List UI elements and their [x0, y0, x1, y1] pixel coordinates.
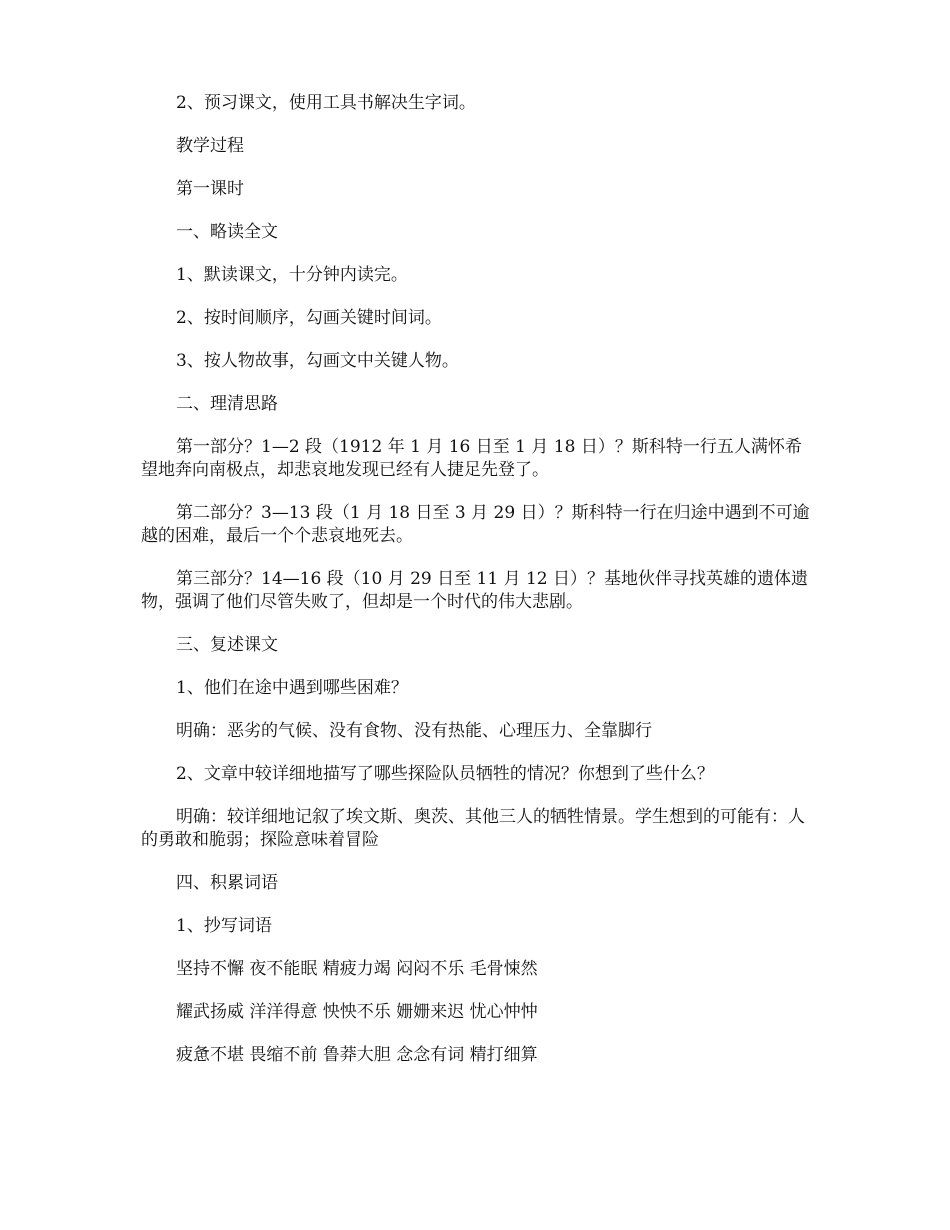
heading-first-lesson: 第一课时 — [176, 179, 244, 199]
vocabulary-line-3: 疲惫不堪 畏缩不前 鲁莽大胆 念念有词 精打细算 — [176, 1045, 538, 1065]
document-page — [141, 92, 811, 1087]
section-heading-skim: 一、略读全文 — [176, 222, 278, 242]
paragraph-part-one: 第一部分？1—2 段（1912 年 1 月 16 日至 1 月 18 日）？斯科特一行五人满怀希望地奔向南极点，却悲哀地发现已经有人捷足先登了。 — [141, 437, 802, 480]
vocabulary-line-1: 坚持不懈 夜不能眠 精疲力竭 闷闷不乐 毛骨悚然 — [176, 959, 538, 979]
vocabulary-line-2: 耀武扬威 洋洋得意 怏怏不乐 姗姗来迟 忧心忡忡 — [176, 1002, 538, 1022]
section-heading-retell: 三、复述课文 — [176, 635, 278, 655]
list-item-copy-words: 1、抄写词语 — [176, 916, 272, 936]
heading-teaching-process: 教学过程 — [176, 136, 244, 156]
paragraph-preview-textbook: 2、预习课文，使用工具书解决生字词。 — [176, 93, 476, 113]
answer-difficulties: 明确：恶劣的气候、没有食物、没有热能、心理压力、全靠脚行 — [176, 721, 652, 741]
list-item-silent-read: 1、默读课文，十分钟内读完。 — [176, 265, 408, 285]
list-item-characters: 3、按人物故事，勾画文中关键人物。 — [176, 351, 459, 371]
answer-sacrifices: 明确：较详细地记叙了埃文斯、奥茨、其他三人的牺牲情景。学生想到的可能有：人的勇敢和脆弱；探险意味着冒险 — [141, 807, 805, 850]
section-heading-outline: 二、理清思路 — [176, 394, 278, 414]
question-sacrifices: 2、文章中较详细地描写了哪些探险队员牺牲的情况？你想到了些什么？ — [176, 764, 714, 784]
paragraph-part-three: 第三部分？14—16 段（10 月 29 日至 11 月 12 日）？基地伙伴寻找英雄的遗体遗物，强调了他们尽管失败了，但却是一个时代的伟大悲剧。 — [141, 569, 809, 612]
section-heading-vocabulary: 四、积累词语 — [176, 873, 278, 893]
paragraph-part-two: 第二部分？3—13 段（1 月 18 日至 3 月 29 日）？斯科特一行在归途中遇到不可逾越的困难，最后一个个悲哀地死去。 — [141, 503, 810, 546]
list-item-time-order: 2、按时间顺序，勾画关键时间词。 — [176, 308, 442, 328]
question-difficulties: 1、他们在途中遇到哪些困难？ — [176, 678, 408, 698]
